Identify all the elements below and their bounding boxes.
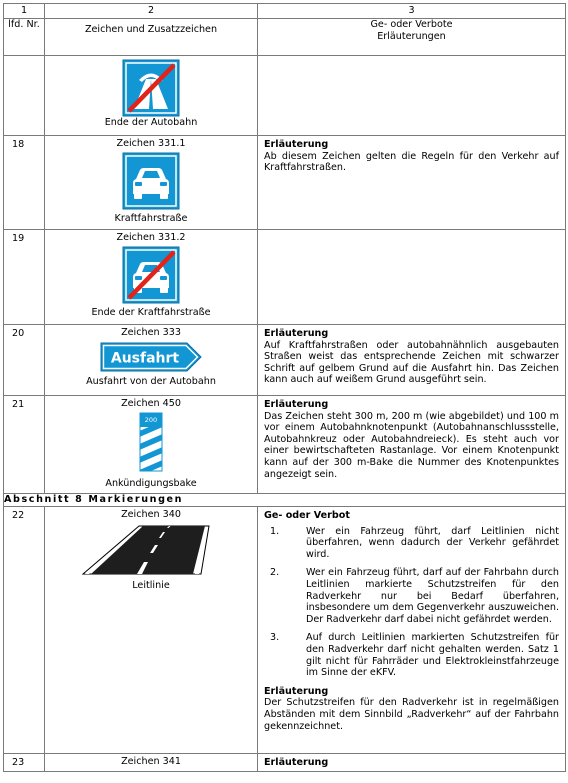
autobahn-end-sign-icon bbox=[122, 59, 180, 117]
explanation-heading: Erläuterung bbox=[264, 328, 329, 339]
row-number: 19 bbox=[4, 230, 45, 325]
explanation-heading: Erläuterung bbox=[264, 139, 329, 150]
sign-caption: Ende der Autobahn bbox=[104, 117, 198, 128]
rule-heading: Ge- oder Verbot bbox=[264, 510, 350, 521]
ausfahrt-sign-label: Ausfahrt bbox=[110, 350, 180, 367]
bake-distance-label: 200 bbox=[144, 415, 158, 424]
sign-caption: Ende der Kraftfahrstraße bbox=[91, 306, 211, 318]
regulation-table bbox=[3, 3, 566, 772]
explanation-text: Das Zeichen steht 300 m, 200 m (wie abgebildet) und 100 m vor einem Autobahnknotenpunkt (Autobahnanschlussstelle, Autobahnkreuz oder Autobahndreieck). Es steht auch vor einer bewirtschafteten Rastanlage. Vor einem Knotenpunkt kann auf der 300 m-Bake die Nummer des Knotenpunktes angezeigt sein. bbox=[264, 410, 559, 480]
explanation-text: Der Schutzstreifen für den Radverkehr ist in regelmäßigen Abständen mit dem Sinnbild „Radverkehr“ auf der Fahrbahn gekennzeichnet. bbox=[264, 697, 559, 732]
col-number-2: 2 bbox=[45, 4, 258, 19]
explanation-text: Auf Kraftfahrstraßen oder autobahnähnlich ausgebauten Straßen weist das entsprechende Zeichen mit schwarzer Schrift auf gelbem Grund auf die Ausfahrt hin. Das Zeichen kann auch auf weißem Grund ausgeführt sein. bbox=[264, 339, 559, 386]
col-number-3: 3 bbox=[258, 4, 566, 19]
column-label-row bbox=[4, 19, 566, 56]
table-row bbox=[4, 136, 566, 230]
section-row bbox=[4, 494, 566, 507]
kraftfahrstrasse-end-sign-icon bbox=[122, 246, 180, 304]
zeichen-name: Zeichen 331.2 bbox=[116, 232, 186, 243]
kraftfahrstrasse-sign-icon bbox=[122, 152, 180, 210]
list-item: 3. Auf durch Leitlinien markierten Schutzstreifen für den Radverkehr darf nicht gehalten werden. Satz 1 gilt nicht für Fahrräder und Elektrokleinstfahrzeuge im Sinne der eKFV. bbox=[270, 632, 559, 679]
col-number-1: 1 bbox=[4, 4, 45, 19]
row-number: 18 bbox=[4, 136, 45, 230]
ausfahrt-sign-icon bbox=[99, 341, 203, 373]
table-row bbox=[4, 507, 566, 754]
sign-caption: Ankündigungsbake bbox=[105, 477, 197, 489]
zeichen-name: Zeichen 450 bbox=[121, 398, 181, 409]
explanation-heading: Erläuterung bbox=[264, 757, 329, 768]
row-number: 20 bbox=[4, 325, 45, 396]
zeichen-name: Zeichen 341 bbox=[121, 756, 181, 767]
leitlinie-road-icon bbox=[81, 524, 221, 576]
col-label-zeichen: Zeichen und Zusatzzeichen bbox=[45, 19, 258, 56]
table-row bbox=[4, 396, 566, 494]
zeichen-name: Zeichen 333 bbox=[121, 327, 181, 338]
zeichen-name: Zeichen 340 bbox=[121, 509, 181, 520]
column-number-row bbox=[4, 4, 566, 19]
list-item: 1. Wer ein Fahrzeug führt, darf Leitlinien nicht überfahren, wenn dadurch der Verkehr gefährdet wird. bbox=[270, 525, 559, 560]
row-number: 23 bbox=[4, 754, 45, 772]
section-title: Abschnitt 8 Markierungen bbox=[4, 494, 566, 507]
row-number: 21 bbox=[4, 396, 45, 494]
explanation-heading: Erläuterung bbox=[264, 399, 329, 410]
table-row bbox=[4, 754, 566, 772]
explanation-heading: Erläuterung bbox=[264, 685, 329, 697]
col-label-ge-verbote: Ge- oder Verbote Erläuterungen bbox=[258, 19, 566, 56]
explanation-text: Ab diesem Zeichen gelten die Regeln für den Verkehr auf Kraftfahrstraßen. bbox=[264, 150, 559, 174]
table-row bbox=[4, 230, 566, 325]
sign-caption: Leitlinie bbox=[132, 579, 170, 591]
list-item: 2. Wer ein Fahrzeug führt, darf auf der Fahrbahn durch Leitlinien markierte Schutzstreifen für den Radverkehr nur bei Bedarf überfahren, insbesondere um dem Gegenverkehr auszuweichen. Der Radverkehr darf dabei nicht gefährdet werden. bbox=[270, 567, 559, 625]
ankuendigungsbake-sign-icon bbox=[139, 412, 163, 472]
col-label-nr: lfd. Nr. bbox=[4, 19, 45, 56]
sign-caption: Kraftfahrstraße bbox=[114, 212, 188, 224]
rule-list bbox=[264, 526, 559, 679]
row-number: 22 bbox=[4, 507, 45, 754]
table-row bbox=[4, 56, 566, 136]
zeichen-name: Zeichen 331.1 bbox=[116, 138, 186, 149]
sign-caption: Ausfahrt von der Autobahn bbox=[86, 375, 216, 387]
table-row bbox=[4, 325, 566, 396]
